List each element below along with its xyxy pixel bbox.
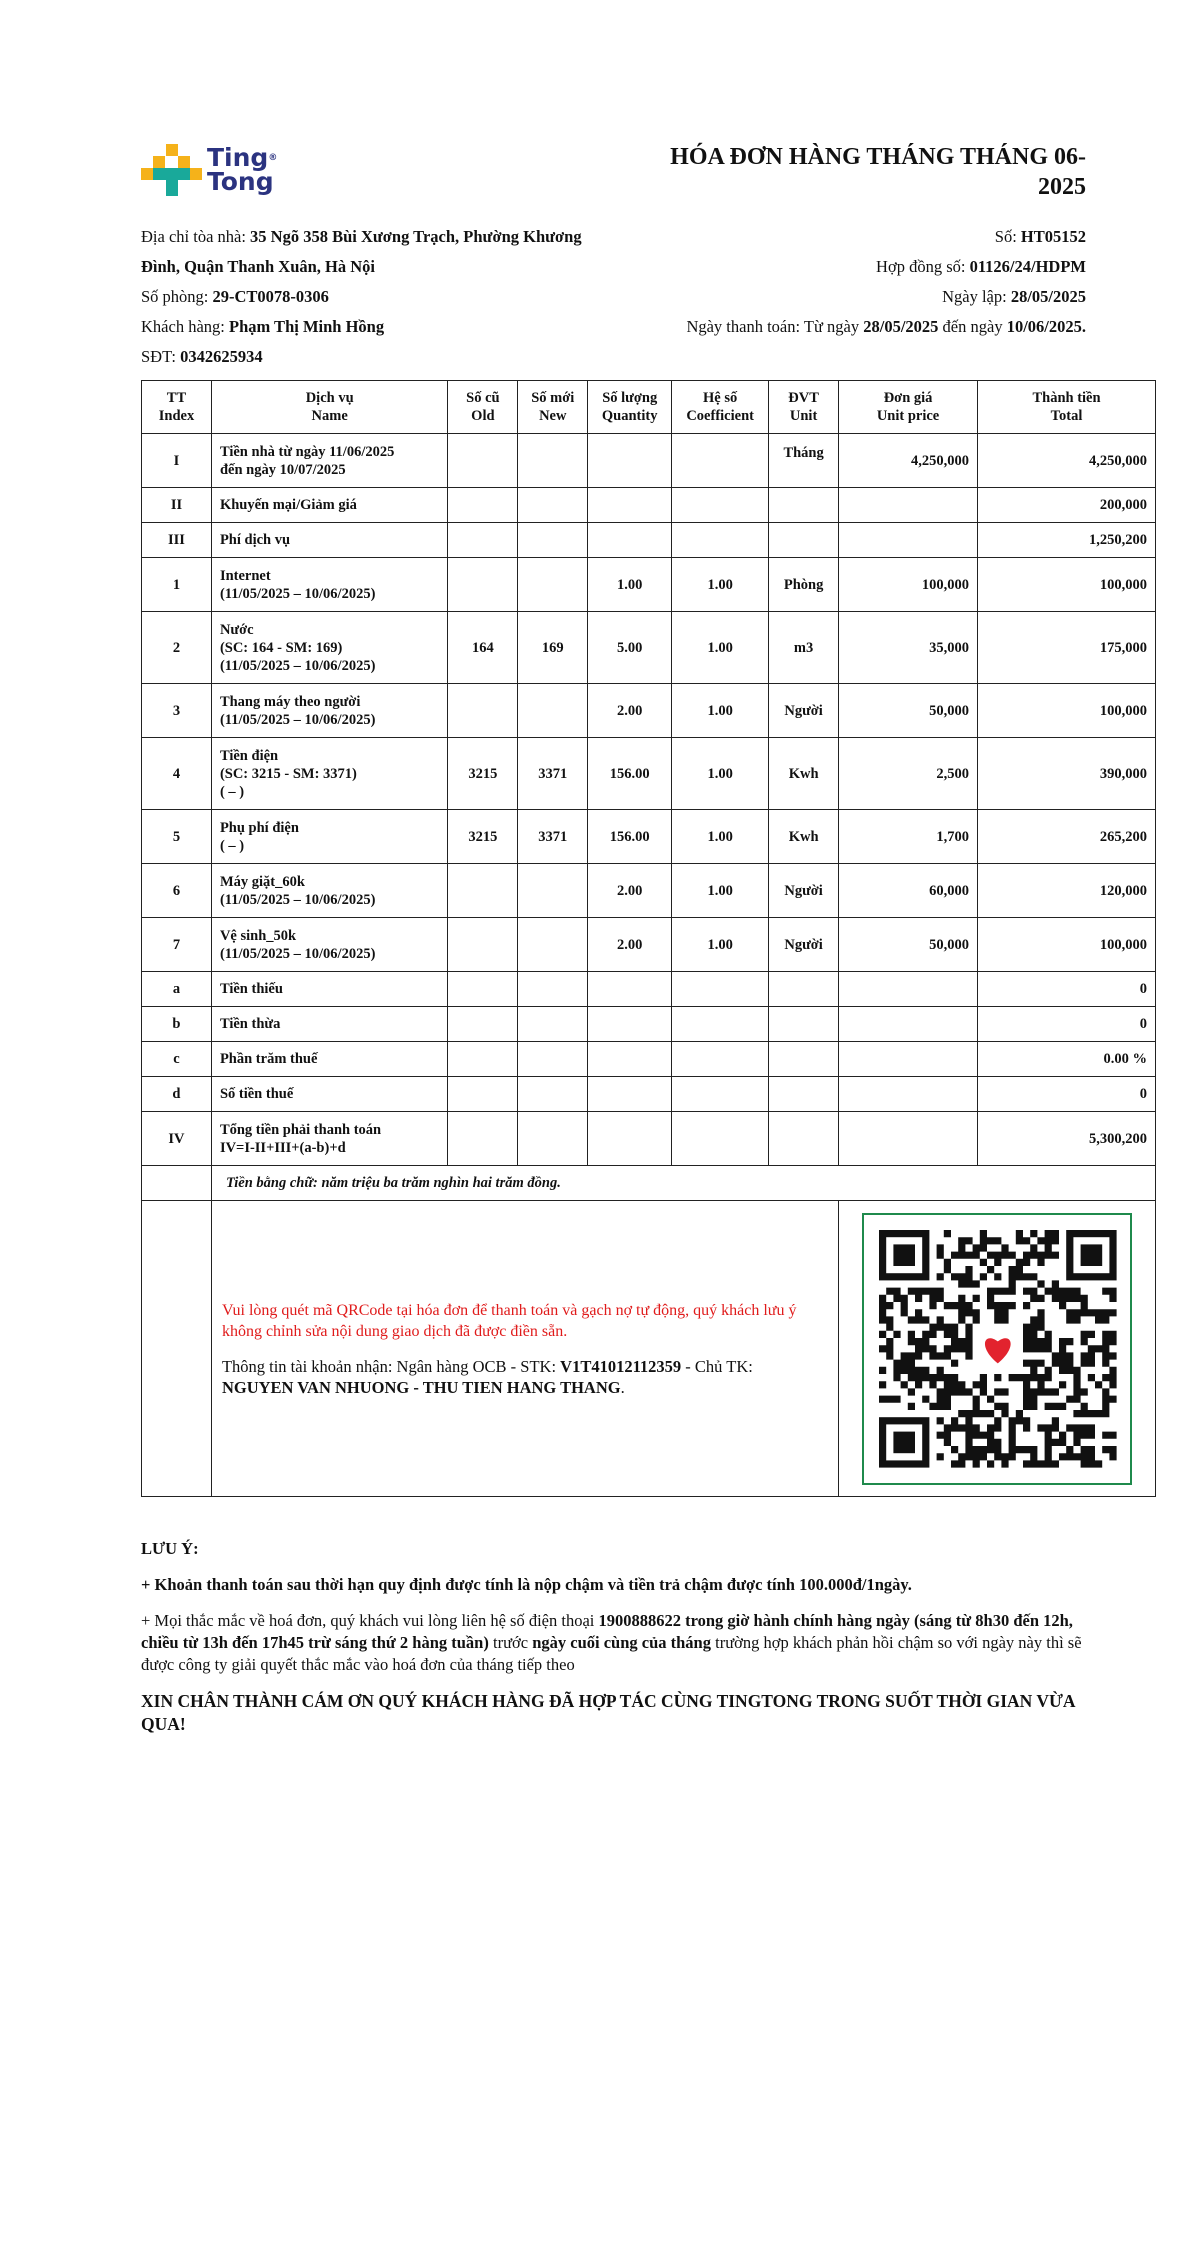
invoice-info [141,222,1086,372]
cell-price: 50,000 [839,684,978,738]
table-row [142,488,1156,523]
cell-qty [588,434,672,488]
table-row [142,612,1156,684]
cell-qty: 156.00 [588,810,672,864]
cell-index: a [142,972,212,1007]
contract-number: Hợp đồng số: 01126/24/HDPM [876,257,1086,276]
table-row [142,1112,1156,1166]
qr-code-frame[interactable] [862,1213,1132,1485]
cell-price [839,1112,978,1166]
cell-name: Tổng tiền phải thanh toán IV=I-II+III+(a-b)+d [211,1112,447,1166]
column-header: Đơn giá Unit price [839,381,978,434]
cell-old [448,972,518,1007]
cell-new [518,864,588,918]
cell-new: 3371 [518,810,588,864]
amount-in-words-row [142,1166,1156,1201]
cell-index: 3 [142,684,212,738]
cell-old [448,434,518,488]
cell-old [448,684,518,738]
cell-unit [769,1112,839,1166]
cell-total: 200,000 [978,488,1156,523]
cell-coef [672,434,769,488]
notes-heading: LƯU Ý: [141,1539,199,1558]
qr-cell [839,1201,1156,1497]
column-header: Thành tiền Total [978,381,1156,434]
cell-index: 6 [142,864,212,918]
cell-index: II [142,488,212,523]
cell-new [518,684,588,738]
cell-unit: Người [769,918,839,972]
cell-index: III [142,523,212,558]
cell-name: Số tiền thuế [211,1077,447,1112]
cell-name: Vệ sinh_50k (11/05/2025 – 10/06/2025) [211,918,447,972]
cell-old [448,1042,518,1077]
cell-index: I [142,434,212,488]
cell-price: 1,700 [839,810,978,864]
cell-coef [672,488,769,523]
cell-qty [588,1007,672,1042]
cell-qty [588,1042,672,1077]
customer-phone: SĐT: 0342625934 [141,347,263,366]
table-header-row [142,381,1156,434]
logo-registered-mark: ® [268,153,278,163]
cell-name: Nước (SC: 164 - SM: 169) (11/05/2025 – 10/06/2025) [211,612,447,684]
cell-unit: Phòng [769,558,839,612]
cell-name: Phí dịch vụ [211,523,447,558]
cell-qty: 2.00 [588,864,672,918]
cell-name: Tiền điện (SC: 3215 - SM: 3371) ( – ) [211,738,447,810]
cell-old [448,488,518,523]
cell-total: 0 [978,972,1156,1007]
logo-wordmark [207,143,278,196]
cell-new [518,558,588,612]
cell-total: 175,000 [978,612,1156,684]
cell-name: Internet (11/05/2025 – 10/06/2025) [211,558,447,612]
column-header: TT Index [142,381,212,434]
cell-coef: 1.00 [672,558,769,612]
cell-coef [672,1112,769,1166]
cell-qty [588,523,672,558]
cell-old [448,523,518,558]
cell-price: 4,250,000 [839,434,978,488]
cell-price [839,1077,978,1112]
tingtong-logo [141,140,281,200]
table-row [142,434,1156,488]
column-header: Số cũ Old [448,381,518,434]
cell-price [839,488,978,523]
table-row [142,558,1156,612]
cell-qty: 156.00 [588,738,672,810]
cell-unit: Kwh [769,738,839,810]
payment-instructions [211,1201,838,1497]
room-number: Số phòng: 29-CT0078-0306 [141,287,329,306]
cell-price [839,1042,978,1077]
cell-old: 3215 [448,738,518,810]
contact-note: + Mọi thắc mắc về hoá đơn, quý khách vui lòng liên hệ số điện thoại 1900888622 trong giờ hành chính hàng ngày (sáng từ 8h30 đến 12h, chiều từ 13h đến 17h45 trừ sáng thứ 2 hàng tuần) trước ngày cuối cùng của tháng trường hợp khách phản hồi chậm so với ngày này thì sẽ được công ty giải quyết thắc mắc vào hoá đơn của tháng tiếp theo [141,1611,1082,1674]
cell-coef: 1.00 [672,684,769,738]
cell-index: b [142,1007,212,1042]
table-row [142,1007,1156,1042]
column-header: Hệ số Coefficient [672,381,769,434]
cell-total: 265,200 [978,810,1156,864]
cell-unit [769,488,839,523]
notes-section [141,1538,1086,1750]
cell-total: 100,000 [978,918,1156,972]
logo-line-1: Ting [207,143,269,172]
cell-qty: 5.00 [588,612,672,684]
cell-total: 1,250,200 [978,523,1156,558]
invoice-table [141,380,1156,1497]
cell-qty [588,1112,672,1166]
cell-unit: Kwh [769,810,839,864]
cell-name: Tiền nhà từ ngày 11/06/2025 đến ngày 10/07/2025 [211,434,447,488]
cell-total: 0.00 % [978,1042,1156,1077]
cell-name: Thang máy theo người (11/05/2025 – 10/06/2025) [211,684,447,738]
cell-unit: m3 [769,612,839,684]
table-row [142,1042,1156,1077]
cell-coef: 1.00 [672,810,769,864]
building-address-line-1: Địa chỉ tòa nhà: 35 Ngõ 358 Bùi Xương Trạch, Phường Khương [141,227,582,246]
cell-qty [588,1077,672,1112]
building-address-line-2: Đình, Quận Thanh Xuân, Hà Nội [141,257,376,276]
table-row [142,684,1156,738]
payment-row [142,1201,1156,1497]
cell-name: Tiền thiếu [211,972,447,1007]
cell-unit [769,972,839,1007]
cell-old [448,558,518,612]
cell-old [448,1077,518,1112]
cell-total: 100,000 [978,558,1156,612]
cell-index: 7 [142,918,212,972]
cell-coef: 1.00 [672,918,769,972]
cell-new [518,918,588,972]
cell-name: Phụ phí điện ( – ) [211,810,447,864]
cell-coef: 1.00 [672,612,769,684]
cell-coef [672,972,769,1007]
customer-name: Khách hàng: Phạm Thị Minh Hồng [141,317,385,336]
cell-total: 100,000 [978,684,1156,738]
table-row [142,523,1156,558]
payment-period: Ngày thanh toán: Từ ngày 28/05/2025 đến ngày 10/06/2025. [686,317,1086,336]
table-row [142,810,1156,864]
cell-index: IV [142,1112,212,1166]
cell-new [518,523,588,558]
table-row [142,1077,1156,1112]
account-info: Thông tin tài khoản nhận: Ngân hàng OCB - STK: V1T41012112359 - Chủ TK: NGUYEN VAN NHUONG - THU TIEN HANG THANG. [221,1356,753,1397]
cell-name: Khuyến mại/Giảm giá [211,488,447,523]
cell-old [448,864,518,918]
logo-line-2: Tong [207,167,274,196]
cell-unit: Tháng [769,434,839,488]
cell-coef [672,1042,769,1077]
cell-total: 120,000 [978,864,1156,918]
cell-name: Máy giặt_60k (11/05/2025 – 10/06/2025) [211,864,447,918]
cell-price [839,1007,978,1042]
cell-old: 164 [448,612,518,684]
table-row [142,918,1156,972]
cell-new [518,434,588,488]
cell-old [448,1112,518,1166]
table-row [142,972,1156,1007]
cell-qty: 2.00 [588,684,672,738]
cell-index: 1 [142,558,212,612]
cell-unit [769,1007,839,1042]
table-row [142,864,1156,918]
cell-new: 3371 [518,738,588,810]
cell-index: 4 [142,738,212,810]
cell-total: 0 [978,1077,1156,1112]
qr-instruction-note: Vui lòng quét mã QRCode tại hóa đơn để thanh toán và gạch nợ tự động, quý khách lưu ý không chỉnh sửa nội dung giao dịch đã được điền sẵn. [221,1301,797,1340]
cell-qty: 1.00 [588,558,672,612]
cell-price: 2,500 [839,738,978,810]
tingtong-logo-icon [141,140,203,200]
cell-index: 5 [142,810,212,864]
cell-coef: 1.00 [672,864,769,918]
cell-unit: Người [769,684,839,738]
cell-new: 169 [518,612,588,684]
cell-old: 3215 [448,810,518,864]
cell-price: 35,000 [839,612,978,684]
cell-old [448,918,518,972]
cell-qty: 2.00 [588,918,672,972]
cell-unit [769,523,839,558]
table-body [142,434,1156,1166]
invoice-title: HÓA ĐƠN HÀNG THÁNG THÁNG 06-2025 [670,144,1086,200]
thank-you-message: XIN CHÂN THÀNH CÁM ƠN QUÝ KHÁCH HÀNG ĐÃ HỢP TÁC CÙNG TINGTONG TRONG SUỐT THỜI GIAN VỪA QUA! [141,1691,1075,1734]
cell-price: 60,000 [839,864,978,918]
cell-price: 50,000 [839,918,978,972]
cell-total: 5,300,200 [978,1112,1156,1166]
cell-unit [769,1077,839,1112]
cell-coef [672,1077,769,1112]
cell-new [518,488,588,523]
late-payment-note: + Khoản thanh toán sau thời hạn quy định được tính là nộp chậm và tiền trả chậm được tính 100.000đ/1ngày. [141,1575,912,1594]
cell-index: c [142,1042,212,1077]
table-row [142,738,1156,810]
cell-coef: 1.00 [672,738,769,810]
cell-new [518,1112,588,1166]
cell-new [518,972,588,1007]
cell-old [448,1007,518,1042]
column-header: Số mới New [518,381,588,434]
cell-unit [769,1042,839,1077]
cell-name: Tiền thừa [211,1007,447,1042]
cell-coef [672,523,769,558]
cell-name: Phần trăm thuế [211,1042,447,1077]
cell-price [839,523,978,558]
cell-qty [588,972,672,1007]
amount-in-words: Tiền bằng chữ: năm triệu ba trăm nghìn hai trăm đồng. [211,1166,1155,1201]
cell-total: 4,250,000 [978,434,1156,488]
cell-unit: Người [769,864,839,918]
cell-price: 100,000 [839,558,978,612]
cell-index: d [142,1077,212,1112]
qr-code-with-heart-icon [864,1215,1130,1483]
cell-total: 0 [978,1007,1156,1042]
invoice-number: Số: HT05152 [994,227,1086,246]
cell-new [518,1042,588,1077]
column-header: Số lượng Quantity [588,381,672,434]
cell-new [518,1077,588,1112]
cell-coef [672,1007,769,1042]
cell-index: 2 [142,612,212,684]
issue-date: Ngày lập: 28/05/2025 [942,287,1086,306]
heart-icon [985,1338,1011,1363]
cell-qty [588,488,672,523]
column-header: Dịch vụ Name [211,381,447,434]
cell-new [518,1007,588,1042]
cell-price [839,972,978,1007]
cell-total: 390,000 [978,738,1156,810]
column-header: ĐVT Unit [769,381,839,434]
